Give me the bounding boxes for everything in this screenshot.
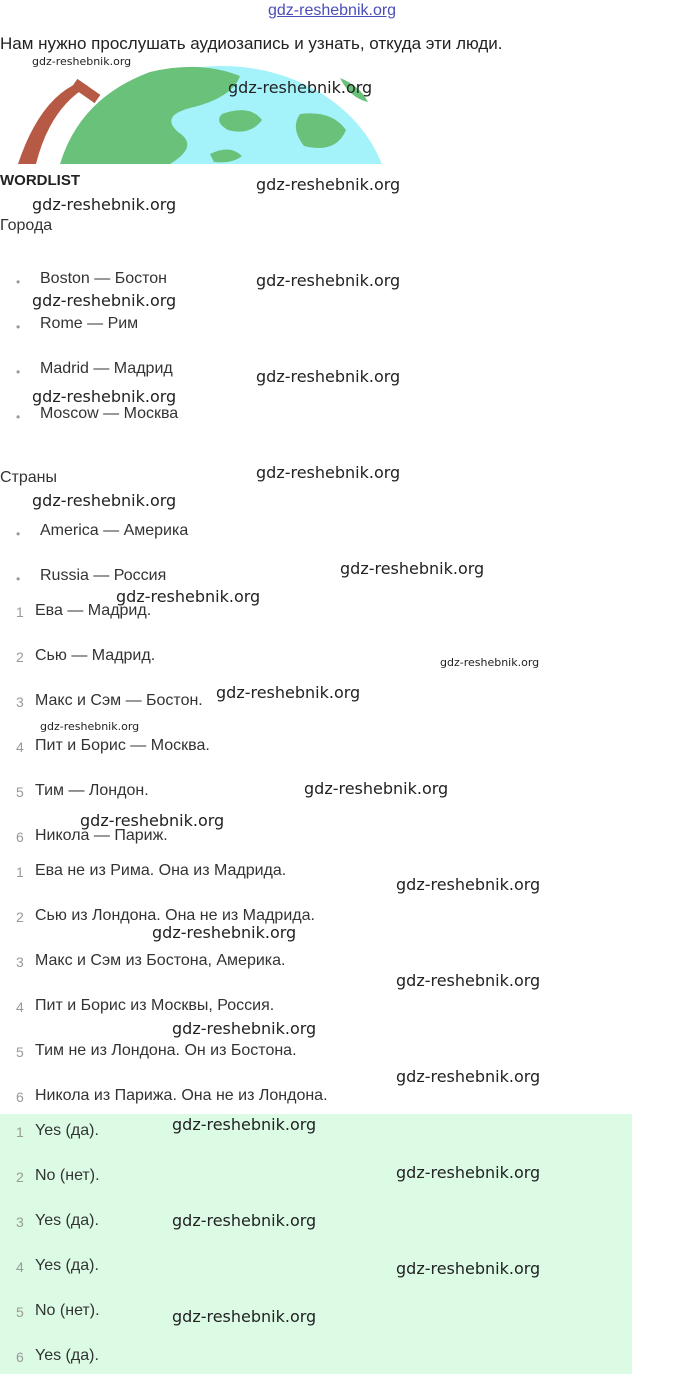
country-item: Russia — Россия <box>40 567 167 584</box>
list-number: 3 <box>16 954 24 970</box>
countries-title: Страны <box>0 469 58 486</box>
list-item: Макс и Сэм — Бостон. <box>35 692 203 709</box>
site-header-link[interactable]: gdz-reshebnik.org <box>268 2 397 19</box>
watermark: gdz-reshebnik.org <box>396 1163 541 1182</box>
watermark: gdz-reshebnik.org <box>228 78 373 97</box>
list-number: 2 <box>16 649 24 665</box>
list-item: No (нет). <box>35 1302 100 1319</box>
watermark: gdz-reshebnik.org <box>172 1115 317 1134</box>
answers-highlight-block <box>0 1114 632 1374</box>
list-number: 1 <box>16 1124 24 1140</box>
list-number: 1 <box>16 604 24 620</box>
watermark: gdz-reshebnik.org <box>304 779 449 798</box>
watermark: gdz-reshebnik.org <box>396 971 541 990</box>
bullet-dot-icon: • <box>16 320 21 334</box>
watermark: gdz-reshebnik.org <box>152 923 297 942</box>
list-number: 2 <box>16 909 24 925</box>
watermark: gdz-reshebnik.org <box>256 271 401 290</box>
city-item: Rome — Рим <box>40 315 139 332</box>
watermark: gdz-reshebnik.org <box>256 367 401 386</box>
watermark: gdz-reshebnik.org <box>172 1307 317 1326</box>
list-item: Тим — Лондон. <box>35 782 149 799</box>
list-item: Yes (да). <box>35 1122 99 1139</box>
wordlist-title: WORDLIST <box>0 172 80 189</box>
list-number: 2 <box>16 1169 24 1185</box>
list-item: Пит и Борис из Москвы, Россия. <box>35 997 275 1014</box>
list-item: Yes (да). <box>35 1347 99 1364</box>
list-number: 6 <box>16 1089 24 1105</box>
watermark: gdz-reshebnik.org <box>396 875 541 894</box>
list-item: Макс и Сэм из Бостона, Америка. <box>35 952 286 969</box>
bullet-dot-icon: • <box>16 275 21 289</box>
list-item: No (нет). <box>35 1167 100 1184</box>
bullet-dot-icon: • <box>16 527 21 541</box>
list-item: Сью из Лондона. Она не из Мадрида. <box>35 907 315 924</box>
country-item: America — Америка <box>40 522 189 539</box>
watermark: gdz-reshebnik.org <box>396 1067 541 1086</box>
globe-illustration <box>0 58 400 164</box>
list-item: Сью — Мадрид. <box>35 647 156 664</box>
list-number: 4 <box>16 1259 24 1275</box>
list-number: 5 <box>16 1304 24 1320</box>
watermark: gdz-reshebnik.org <box>32 387 177 406</box>
city-item: Madrid — Мадрид <box>40 360 173 377</box>
list-number: 1 <box>16 864 24 880</box>
watermark: gdz-reshebnik.org <box>340 559 485 578</box>
list-item: Ева не из Рима. Она из Мадрида. <box>35 862 287 879</box>
watermark: gdz-reshebnik.org <box>32 195 177 214</box>
watermark: gdz-reshebnik.org <box>440 656 540 669</box>
list-number: 5 <box>16 1044 24 1060</box>
list-item: Никола из Парижа. Она не из Лондона. <box>35 1087 328 1104</box>
bullet-dot-icon: • <box>16 365 21 379</box>
watermark: gdz-reshebnik.org <box>396 1259 541 1278</box>
list-number: 4 <box>16 739 24 755</box>
list-item: Ева — Мадрид. <box>35 602 152 619</box>
cities-title: Города <box>0 217 53 234</box>
watermark: gdz-reshebnik.org <box>32 491 177 510</box>
bullet-dot-icon: • <box>16 572 21 586</box>
bullet-dot-icon: • <box>16 410 21 424</box>
watermark: gdz-reshebnik.org <box>32 55 132 68</box>
list-item: Тим не из Лондона. Он из Бостона. <box>35 1042 297 1059</box>
list-item: Yes (да). <box>35 1212 99 1229</box>
intro-text: Нам нужно прослушать аудиозапись и узнать, откуда эти люди. <box>0 34 503 53</box>
city-item: Moscow — Москва <box>40 405 179 422</box>
list-item: Yes (да). <box>35 1257 99 1274</box>
watermark: gdz-reshebnik.org <box>256 463 401 482</box>
list-item: Никола — Париж. <box>35 827 168 844</box>
list-number: 3 <box>16 694 24 710</box>
watermark: gdz-reshebnik.org <box>40 720 140 733</box>
list-number: 3 <box>16 1214 24 1230</box>
list-item: Пит и Борис — Москва. <box>35 737 210 754</box>
list-number: 6 <box>16 1349 24 1365</box>
watermark: gdz-reshebnik.org <box>256 175 401 194</box>
city-item: Boston — Бостон <box>40 270 167 287</box>
watermark: gdz-reshebnik.org <box>216 683 361 702</box>
watermark: gdz-reshebnik.org <box>80 811 225 830</box>
list-number: 5 <box>16 784 24 800</box>
watermark: gdz-reshebnik.org <box>116 587 261 606</box>
watermark: gdz-reshebnik.org <box>172 1019 317 1038</box>
list-number: 4 <box>16 999 24 1015</box>
watermark: gdz-reshebnik.org <box>172 1211 317 1230</box>
watermark: gdz-reshebnik.org <box>32 291 177 310</box>
list-number: 6 <box>16 829 24 845</box>
